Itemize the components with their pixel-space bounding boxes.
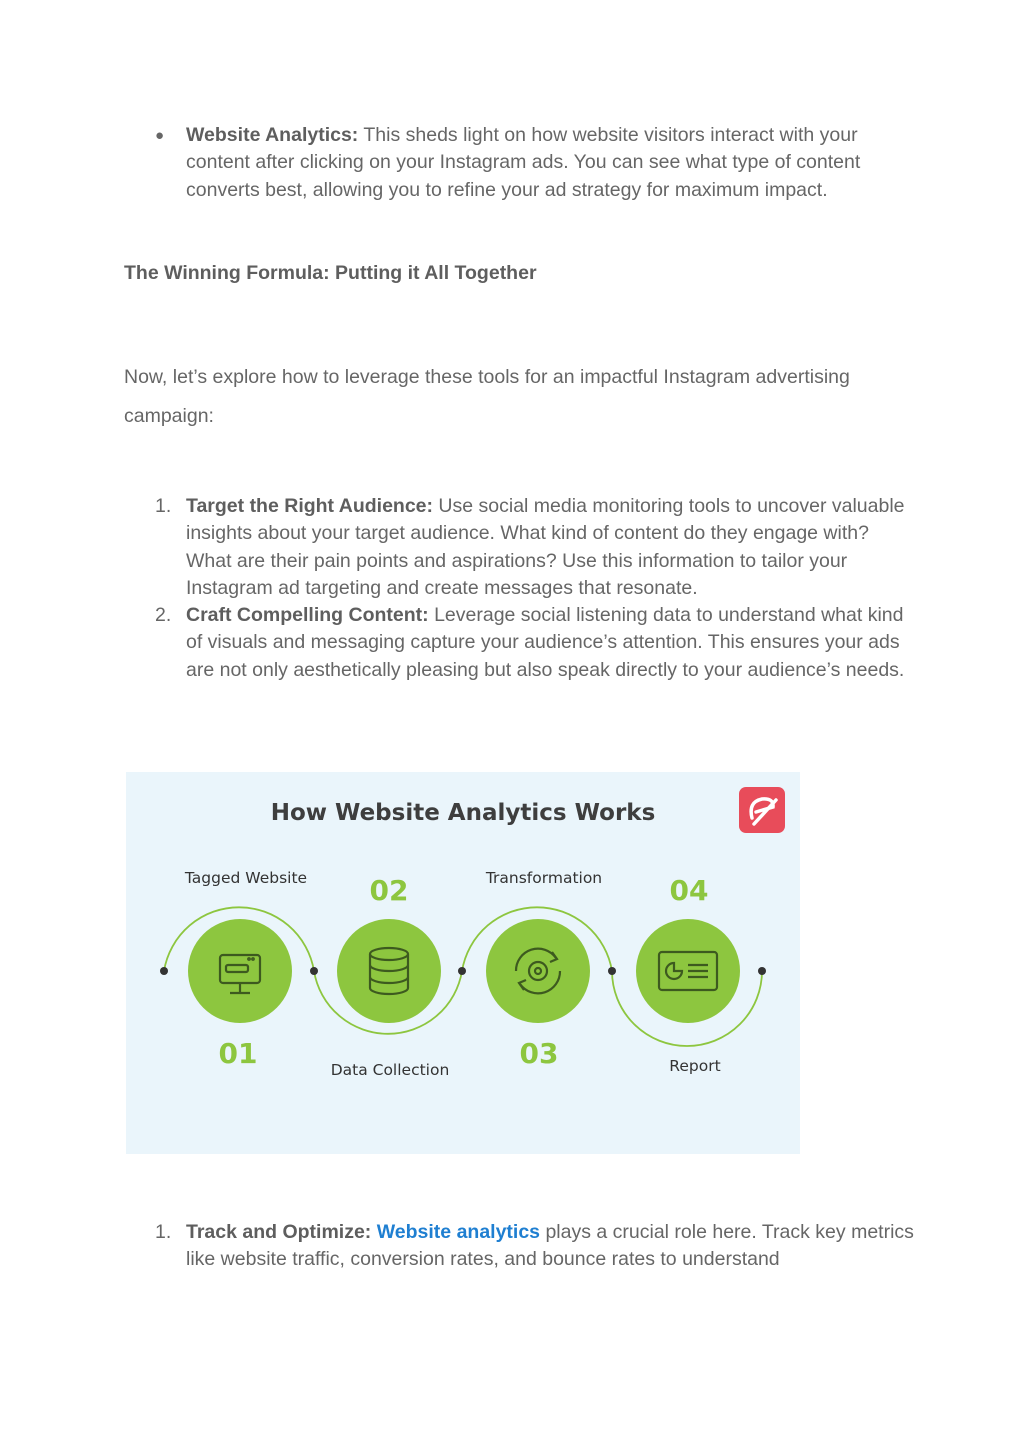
step-circle-04 [636, 919, 740, 1023]
list-marker: 1. [155, 1221, 172, 1243]
list-item-compelling-content [186, 602, 916, 684]
infographic-title: How Website Analytics Works [270, 800, 656, 826]
step-circle-02 [337, 919, 441, 1023]
step-circle-01 [188, 919, 292, 1023]
list-item-track-optimize [186, 1219, 916, 1274]
section-heading: The Winning Formula: Putting it All Together [124, 262, 537, 284]
list-item-text: plays a crucial role here. Track key metrics like website traffic, conversion rates, and bounce rates to understand [186, 1221, 914, 1271]
e-logo-icon [739, 787, 785, 833]
step-label-03: Transformation [485, 869, 603, 887]
bullet-term: Website Analytics: [186, 124, 359, 146]
analytics-infographic [126, 772, 800, 1154]
list-marker: 2. [155, 604, 172, 626]
connector-dot [758, 967, 766, 975]
connector-dot [608, 967, 616, 975]
list-item-target-audience [186, 493, 916, 602]
list-item-text: Leverage social listening data to understand what kind of visuals and messaging capture your audience’s attention. This ensures your ads are not only aesthetically pleasing but also speak directly to your audience’s needs. [186, 604, 905, 681]
list-item-term: Target the Right Audience: [186, 495, 434, 517]
step-label-04: Report [669, 1057, 721, 1075]
bullet-item-website-analytics [186, 122, 916, 204]
step-label-02: Data Collection [330, 1061, 450, 1079]
list-marker: 1. [155, 495, 172, 517]
connector-dot [160, 967, 168, 975]
connector-dot [310, 967, 318, 975]
list-item-term: Craft Compelling Content: [186, 604, 429, 626]
step-circle-03 [486, 919, 590, 1023]
intro-paragraph: Now, let’s explore how to leverage these tools for an impactful Instagram advertising campaign: [124, 366, 850, 427]
bullet-text: This sheds light on how website visitors interact with your content after clicking on your Instagram ads. You can see what type of content converts best, allowing you to refine your ad strategy for maximum impact. [186, 124, 861, 201]
step-number-04: 04 [669, 874, 709, 907]
step-label-01: Tagged Website [184, 869, 308, 887]
connector-dot [458, 967, 466, 975]
website-analytics-link[interactable]: Website analytics [376, 1221, 541, 1243]
bullet-marker: ● [155, 127, 165, 144]
step-number-03: 03 [519, 1037, 559, 1070]
step-number-02: 02 [369, 874, 409, 907]
list-item-text: Use social media monitoring tools to uncover valuable insights about your target audience. What kind of content do they engage with? What are their pain points and aspirations? Use this information to tailor your Instagram ad targeting and create messages that resonate. [186, 495, 905, 599]
step-number-01: 01 [218, 1037, 258, 1070]
list-item-term: Track and Optimize: [186, 1221, 372, 1243]
